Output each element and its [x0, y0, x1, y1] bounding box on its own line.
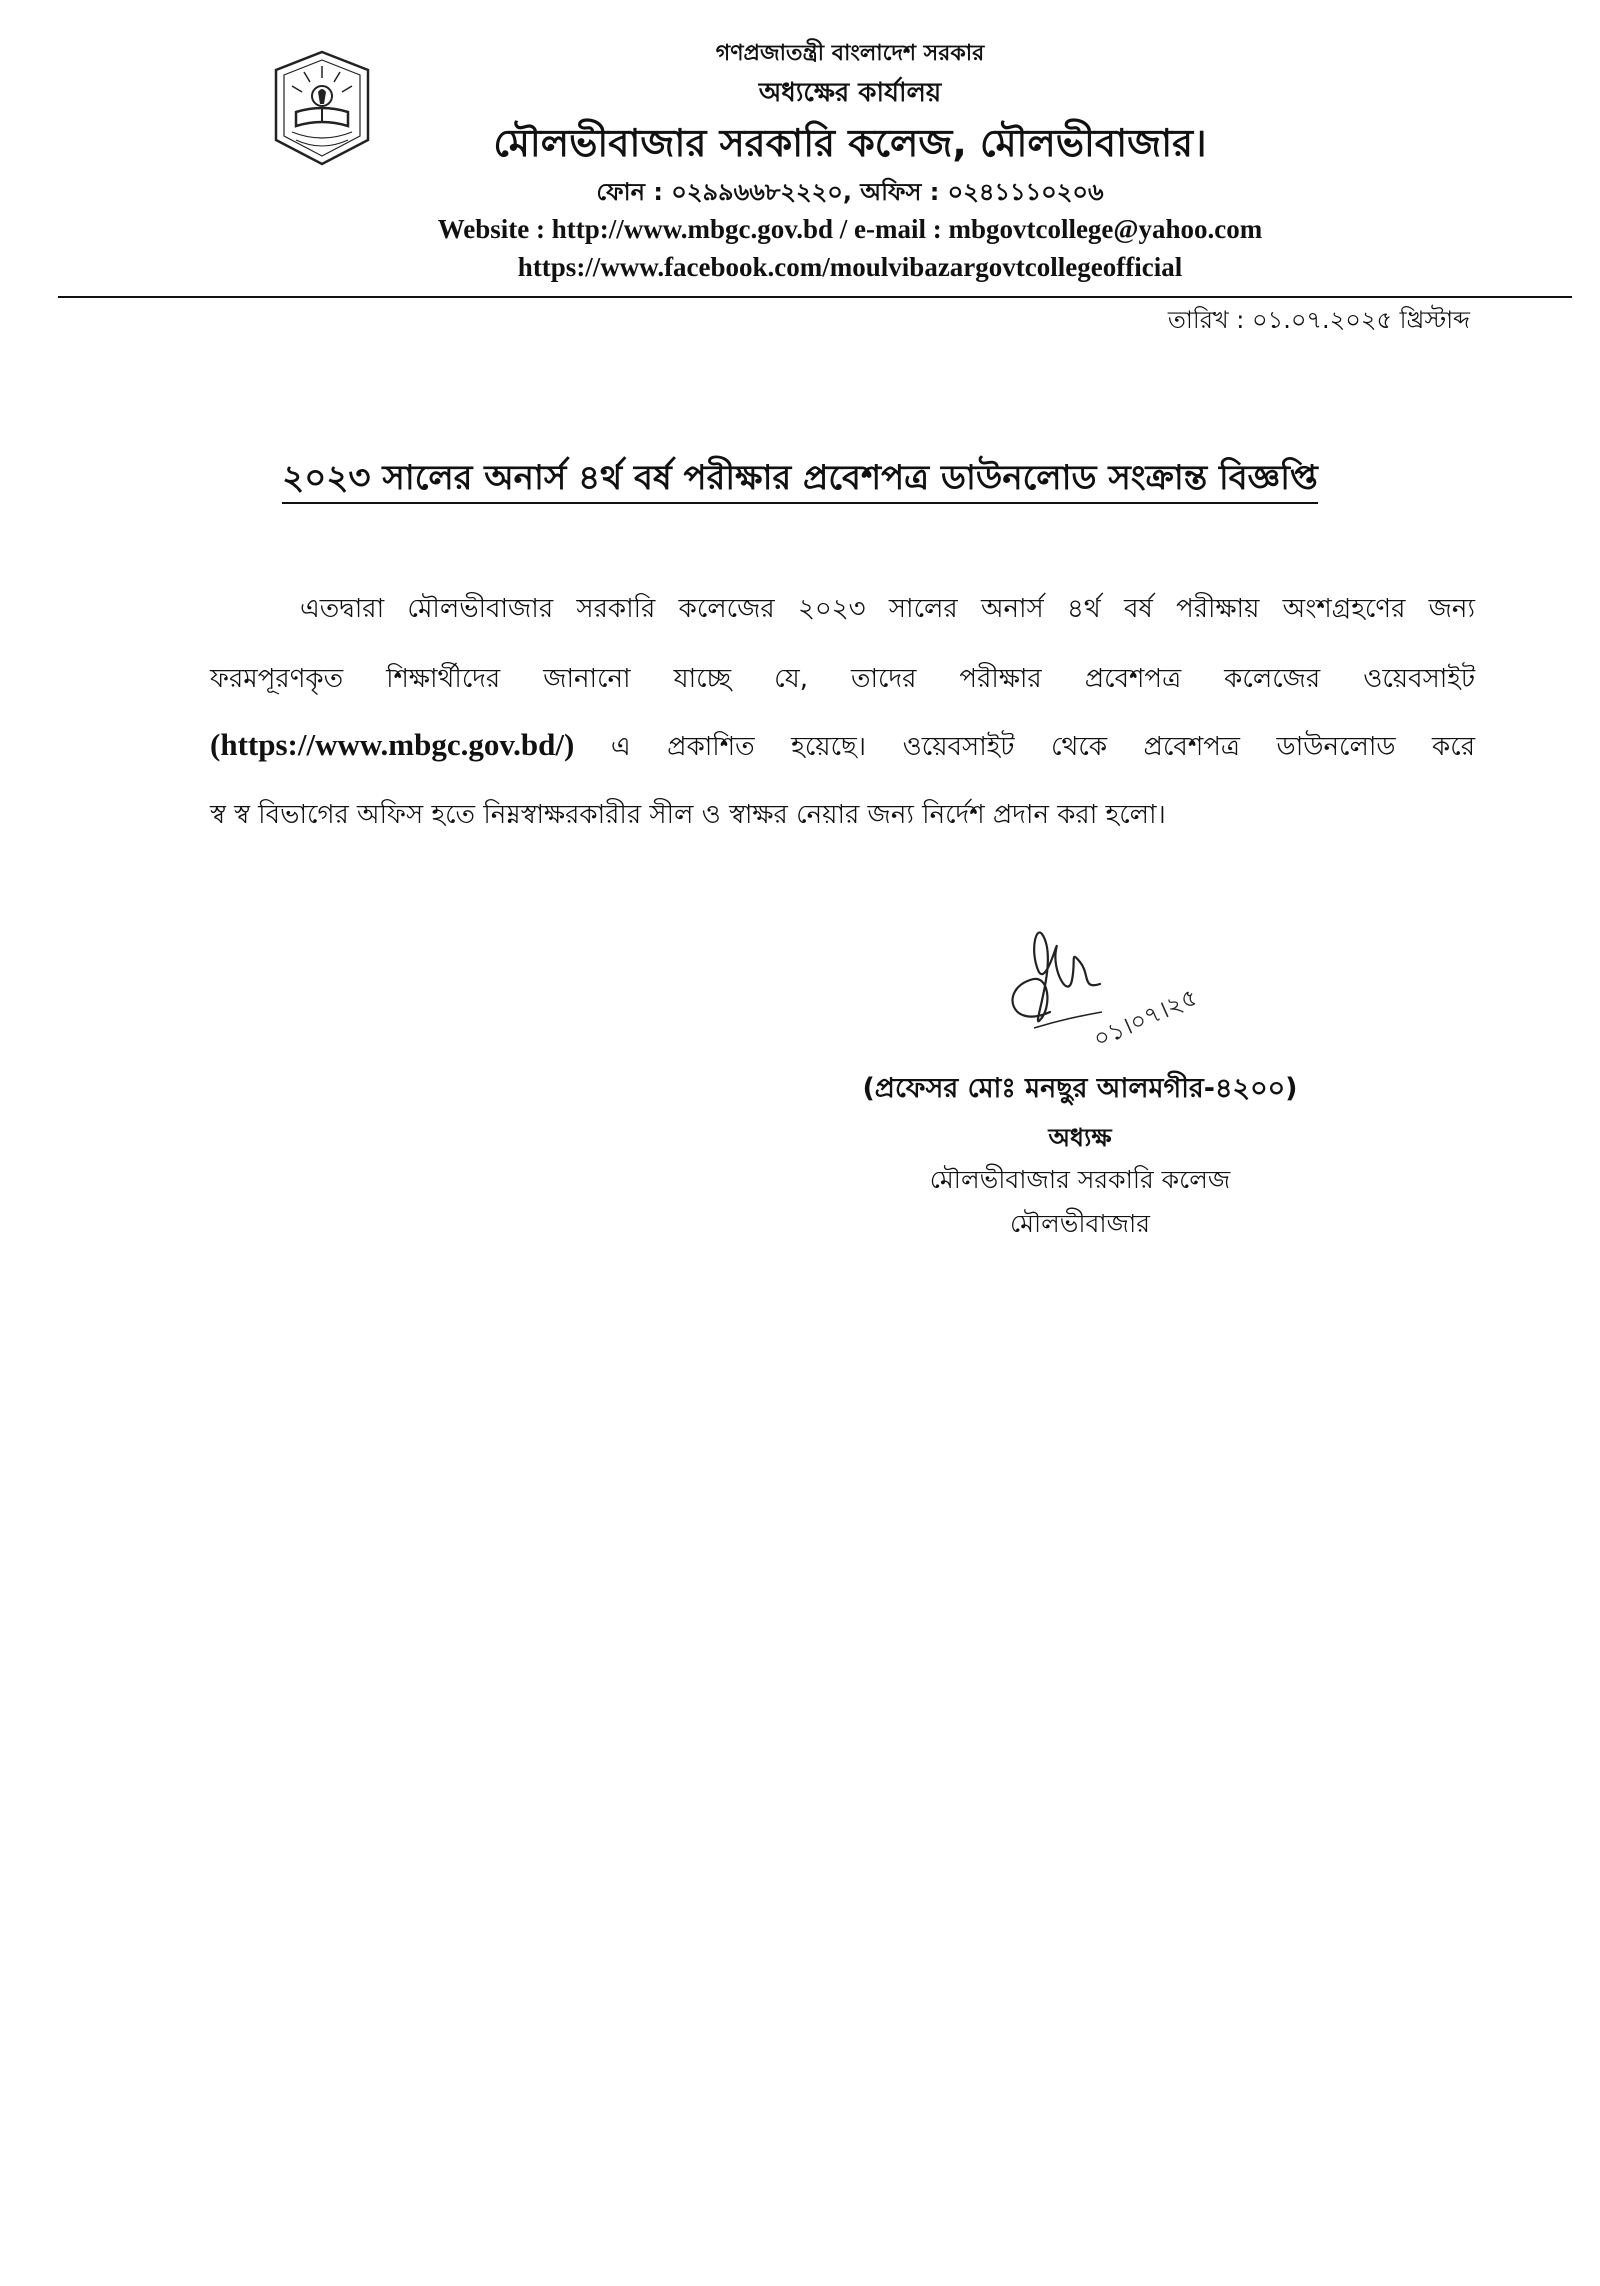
- government-heading: গণপ্রজাতন্ত্রী বাংলাদেশ সরকার: [715, 41, 985, 66]
- signatory-name: (প্রফেসর মোঃ মনছুর আলমগীর-৪২০০): [862, 1073, 1298, 1104]
- body-line-3-rest: এ প্রকাশিত হয়েছে। ওয়েবসাইট থেকে প্রবেশপত্র ডাউনলোড করে: [574, 732, 1475, 762]
- header-divider: [58, 296, 1572, 298]
- body-line-2: ফরমপূরণকৃত শিক্ষার্থীদের জানানো যাচ্ছে যে, তাদের পরীক্ষার প্রবেশপত্র কলেজের ওয়েবসাইট: [210, 664, 1475, 694]
- body-line-1: এতদ্বারা মৌলভীবাজার সরকারি কলেজের ২০২৩ সালের অনার্স ৪র্থ বর্ষ পরীক্ষায় অংশগ্রহণের জন্য: [300, 594, 1475, 624]
- notice-title-text: ২০২৩ সালের অনার্স ৪র্থ বর্ষ পরীক্ষার প্রবেশপত্র ডাউনলোড সংক্রান্ত বিজ্ঞপ্তি: [282, 458, 1318, 504]
- office-heading: অধ্যক্ষের কার্যালয়: [758, 78, 942, 108]
- college-heading: মৌলভীবাজার সরকারি কলেজ, মৌলভীবাজার।: [493, 121, 1207, 165]
- signatory-college: মৌলভীবাজার সরকারি কলেজ: [929, 1165, 1231, 1194]
- phone-line: ফোন : ০২৯৯৬৬৮২২২০, অফিস : ০২৪১১১০২০৬: [596, 178, 1104, 206]
- signature-date: ০১।০৭।২৫: [1089, 982, 1202, 1054]
- notice-date: তারিখ : ০১.০৭.২০২৫ খ্রিস্টাব্দ: [1167, 306, 1470, 334]
- body-line-3: [210, 726, 1475, 770]
- facebook-line: https://www.facebook.com/moulvibazargovtcollegeofficial: [517, 252, 1183, 282]
- website-url: (https://www.mbgc.gov.bd/): [210, 727, 575, 762]
- handwritten-signature: [990, 920, 1250, 1070]
- website-email-line: Website : http://www.mbgc.gov.bd / e-mail : mbgovtcollege@yahoo.com: [437, 214, 1263, 244]
- body-line-4: স্ব স্ব বিভাগের অফিস হতে নিম্নস্বাক্ষরকারীর সীল ও স্বাক্ষর নেয়ার জন্য নির্দেশ প্রদান করা হলো।: [210, 800, 1166, 830]
- signatory-designation: অধ্যক্ষ: [1048, 1123, 1112, 1152]
- notice-title: [150, 452, 1450, 509]
- signatory-place: মৌলভীবাজার: [1009, 1209, 1151, 1238]
